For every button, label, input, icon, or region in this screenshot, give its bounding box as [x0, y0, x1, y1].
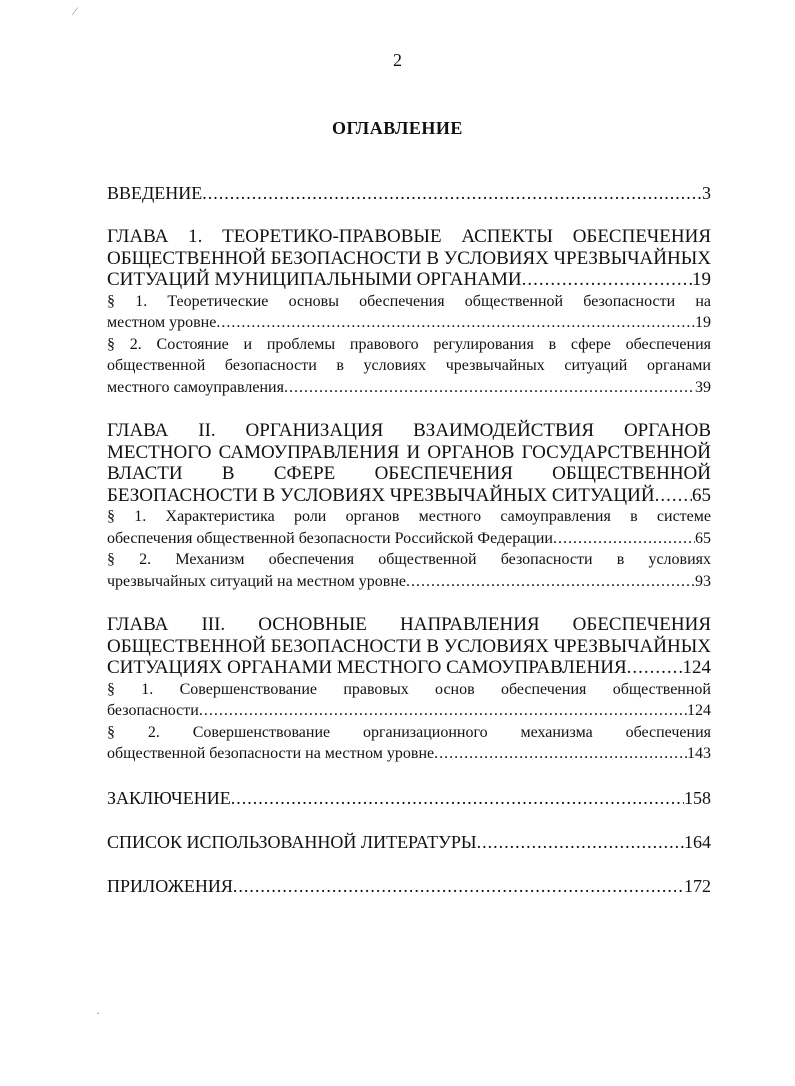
toc-entry-title: СИТУАЦИЙ МУНИЦИПАЛЬНЫМИ ОРГАНАМИ [107, 269, 522, 290]
chapter-heading-line[interactable]: МЕСТНОГО САМОУПРАВЛЕНИЯ И ОРГАНОВ ГОСУДАРСТВЕННОЙ [107, 441, 711, 463]
dot-leader [216, 312, 695, 334]
dot-leader [406, 571, 695, 593]
dot-leader [553, 528, 695, 550]
chapter-heading-line[interactable] [107, 485, 711, 507]
dot-leader [522, 269, 692, 291]
toc-entry-title: ВВЕДЕНИЕ [107, 183, 203, 203]
toc-entry-appendices[interactable] [107, 875, 711, 897]
chapter-heading-line[interactable]: ГЛАВА III. ОСНОВНЫЕ НАПРАВЛЕНИЯ ОБЕСПЕЧЕНИЯ [107, 614, 711, 635]
toc-entry-title: общественной безопасности на местном уровне [107, 745, 435, 762]
chapter-heading-line[interactable] [107, 269, 711, 291]
section-line[interactable]: § 2. Состояние и проблемы правового регулирования в сфере обеспечения [107, 335, 711, 353]
section-line[interactable]: § 2. Механизм обеспечения общественной безопасности в условиях [107, 551, 711, 568]
toc-page-number: 19 [695, 314, 711, 331]
toc-title: ОГЛАВЛЕНИЕ [332, 118, 463, 138]
dot-leader [233, 875, 684, 897]
toc-entry-conclusion[interactable] [107, 787, 711, 809]
section-line[interactable] [107, 312, 711, 334]
toc-entry-title: СИТУАЦИЯХ ОРГАНАМИ МЕСТНОГО САМОУПРАВЛЕНИЯ [107, 657, 627, 678]
toc-entry-title: местном уровне [107, 314, 217, 331]
toc-page-number: 3 [702, 183, 711, 203]
scan-mark: ⁄ [74, 4, 77, 18]
section-line[interactable]: § 1. Совершенствование правовых основ обеспечения общественной [107, 680, 711, 698]
scan-dot: · [96, 1006, 100, 1020]
toc-page-number: 19 [692, 269, 711, 290]
toc-chapter-1 [107, 226, 711, 398]
toc-entry-title: ЗАКЛЮЧЕНИЕ [107, 787, 231, 808]
dot-leader [655, 485, 692, 507]
toc-page-number: 158 [684, 787, 711, 808]
section-line[interactable]: § 1. Теоретические основы обеспечения общественной безопасности на [107, 292, 711, 310]
chapter-heading-line[interactable]: ГЛАВА 1. ТЕОРЕТИКО-ПРАВОВЫЕ АСПЕКТЫ ОБЕСПЕЧЕНИЯ [107, 226, 711, 247]
toc-entry-title: БЕЗОПАСНОСТИ В УСЛОВИЯХ ЧРЕЗВЫЧАЙНЫХ СИТУАЦИЙ [107, 484, 655, 506]
dot-leader [627, 657, 683, 679]
chapter-heading-line[interactable]: ГЛАВА II. ОРГАНИЗАЦИЯ ВЗАИМОДЕЙСТВИЯ ОРГАНОВ [107, 420, 711, 441]
section-line[interactable]: § 2. Совершенствование организационного механизма обеспечения [107, 723, 711, 741]
dot-leader [434, 743, 687, 765]
chapter-heading-line[interactable]: ВЛАСТИ В СФЕРЕ ОБЕСПЕЧЕНИЯ ОБЩЕСТВЕННОЙ [107, 463, 711, 484]
toc-entry-title: ПРИЛОЖЕНИЯ [107, 875, 233, 896]
toc-page-number: 65 [695, 529, 711, 547]
toc-entry-title: СПИСОК ИСПОЛЬЗОВАННОЙ ЛИТЕРАТУРЫ [107, 831, 477, 852]
section-line[interactable]: общественной безопасности в условиях чрезвычайных ситуаций органами [107, 357, 711, 374]
page-number: 2 [393, 50, 402, 70]
toc-chapter-3 [107, 614, 711, 765]
toc-page-number: 39 [695, 378, 711, 396]
toc-entry-title: чрезвычайных ситуаций на местном уровне [107, 572, 406, 590]
toc-page-number: 124 [687, 702, 711, 719]
toc-entry-title: местного самоуправления [107, 378, 284, 396]
chapter-heading-line[interactable]: ОБЩЕСТВЕННОЙ БЕЗОПАСНОСТИ В УСЛОВИЯХ ЧРЕЗВЫЧАЙНЫХ [107, 635, 711, 657]
dot-leader [202, 182, 702, 204]
section-line[interactable] [107, 743, 711, 765]
toc-page-number: 143 [687, 745, 711, 762]
dot-leader [231, 787, 684, 809]
toc-page-number: 65 [692, 484, 711, 506]
dot-leader [477, 831, 684, 853]
section-line[interactable] [107, 528, 711, 550]
toc-entry-bibliography[interactable] [107, 831, 711, 853]
toc-chapter-2 [107, 420, 711, 592]
section-line[interactable]: § 1. Характеристика роли органов местного самоуправления в системе [107, 508, 711, 525]
toc-entry-title: обеспечения общественной безопасности Российской Федерации [107, 529, 553, 547]
section-line[interactable] [107, 377, 711, 399]
chapter-heading-line[interactable] [107, 657, 711, 679]
chapter-heading-line[interactable]: ОБЩЕСТВЕННОЙ БЕЗОПАСНОСТИ В УСЛОВИЯХ ЧРЕЗВЫЧАЙНЫХ [107, 247, 711, 269]
toc-page-number: 124 [682, 657, 711, 678]
dot-leader [199, 700, 687, 722]
dot-leader [284, 377, 695, 399]
toc-page-number: 164 [684, 831, 711, 852]
toc-page-number: 172 [684, 875, 711, 896]
table-of-contents [107, 182, 711, 897]
section-line[interactable] [107, 571, 711, 593]
toc-entry-intro[interactable] [107, 182, 711, 204]
toc-page-number: 93 [695, 572, 711, 590]
toc-entry-title: безопасности [107, 702, 199, 719]
section-line[interactable] [107, 700, 711, 722]
